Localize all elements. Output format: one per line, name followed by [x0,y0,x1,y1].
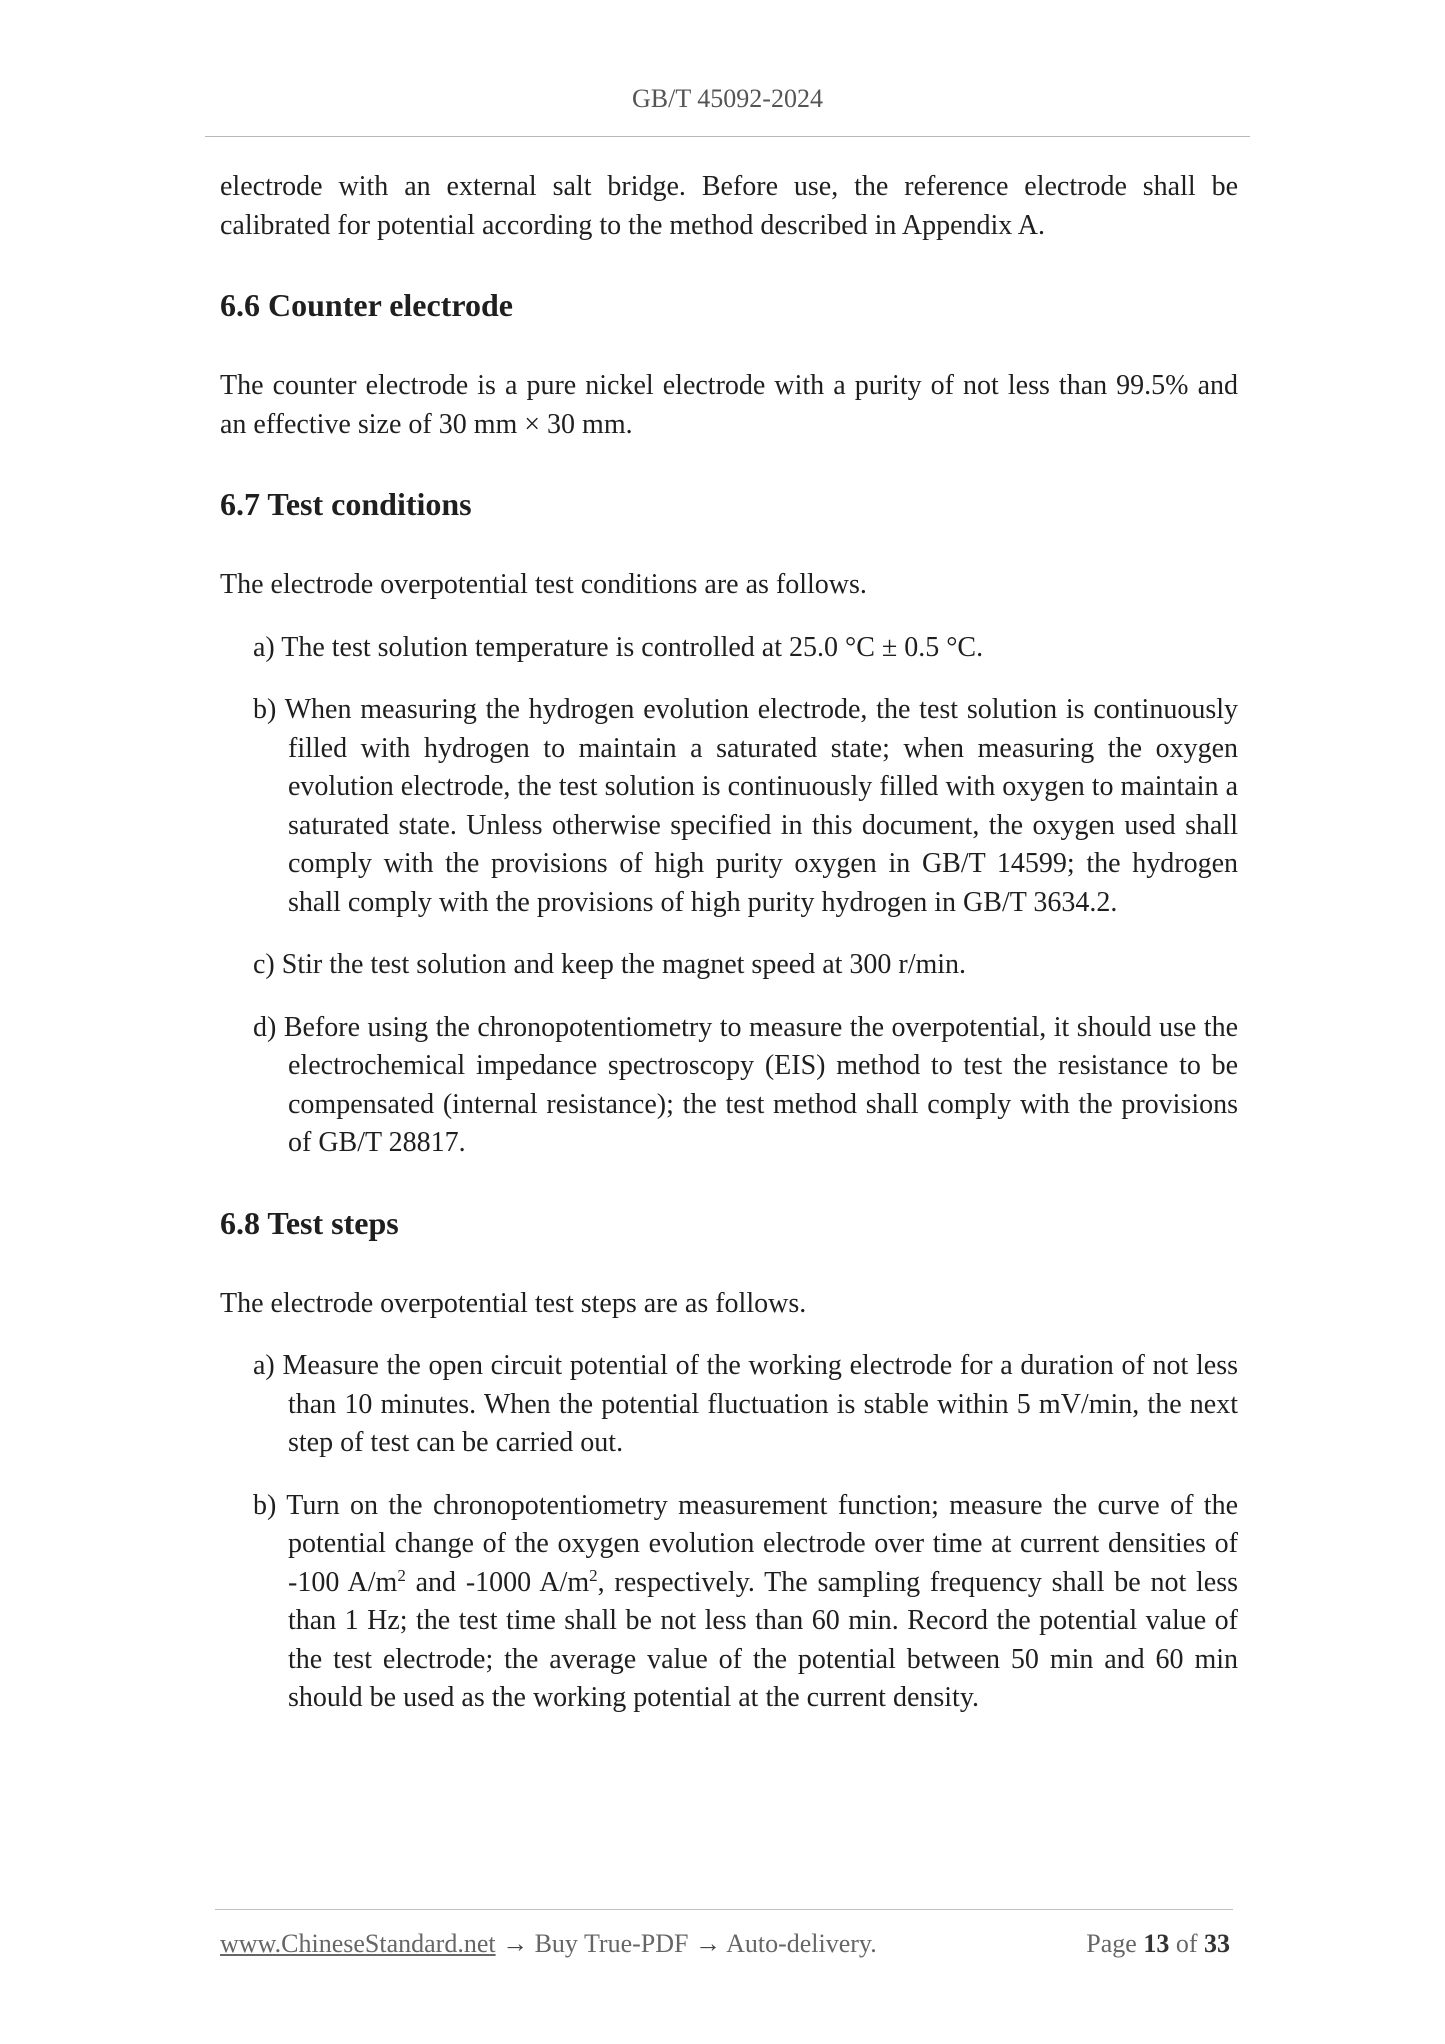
page-label: Page [1086,1929,1137,1958]
total-pages: 33 [1204,1929,1230,1958]
section-6-8-heading: 6.8 Test steps [220,1204,399,1241]
condition-item-c: c) Stir the test solution and keep the magnet speed at 300 r/min. [253,949,967,980]
page-footer [220,1929,1230,1959]
page-number [1086,1929,1230,1959]
step-item-a: a) Measure the open circuit potential of the working electrode for a duration of not less than 10 minutes. When the potential fluctuation is stable within 5 mV/min, the next step of test can be carried out. [253,1350,1238,1458]
footer-left [220,1929,877,1959]
step-item-b [220,1487,1238,1718]
superscript-squared: 2 [589,1565,598,1585]
section-6-8-lead: The electrode overpotential test steps are as follows. [220,1287,807,1319]
buy-true-pdf-text: Buy True-PDF [534,1929,689,1958]
section-6-6-paragraph: The counter electrode is a pure nickel electrode with a purity of not less than 99.5% and an effective size of 30 mm × 30 mm. [220,370,1238,440]
section-6-7-heading: 6.7 Test conditions [220,486,472,522]
page-content [220,168,1238,1718]
header-divider [205,136,1250,137]
auto-delivery-text: Auto-delivery. [726,1929,877,1958]
intro-paragraph: electrode with an external salt bridge. Before use, the reference electrode shall be calibrated for potential according to the method described in Appendix A. [220,171,1238,241]
step-b-text-1: b) Turn on the chronopotentiometry measurement function; measure the curve of the potential change of the oxygen evolution electrode over time at current densities of -100 A/m [253,1489,1238,1598]
step-b-text-3: , respectively. The sampling frequency shall be not less than 1 Hz; the test time shall be not less than 60 min. Record the potential value of the test electrode; the average value of the potential between 50 min and 60 min should be used as the working potential at the current density. [288,1566,1238,1713]
condition-item-b: b) When measuring the hydrogen evolution electrode, the test solution is continuously filled with hydrogen to maintain a saturated state; when measuring the oxygen evolution electrode, the test solution is continuously filled with oxygen to maintain a saturated state. Unless otherwise specified in this document, the oxygen used shall comply with the provisions of high purity oxygen in GB/T 14599; the hydrogen shall comply with the provisions of high purity hydrogen in GB/T 3634.2. [253,694,1238,918]
section-6-7-lead: The electrode overpotential test conditions are as follows. [220,569,867,600]
step-b-text-2: and -1000 A/m [405,1566,590,1598]
section-6-6-heading: 6.6 Counter electrode [220,287,513,323]
of-label: of [1175,1929,1198,1958]
document-id-header: GB/T 45092-2024 [632,84,823,113]
current-page: 13 [1143,1929,1170,1958]
arrow-right-icon: → [502,1929,529,1958]
superscript-squared: 2 [397,1565,406,1585]
chinesestandard-link[interactable]: www.ChineseStandard.net [220,1929,496,1958]
arrow-right-icon: → [695,1929,721,1958]
footer-divider [215,1909,1233,1910]
condition-item-d: d) Before using the chronopotentiometry to measure the overpotential, it should use the electrochemical impedance spectroscopy (EIS) method to test the resistance to be compensated (internal resistance); the test method shall comply with the provisions of GB/T 28817. [253,1011,1238,1158]
condition-item-a: a) The test solution temperature is controlled at 25.0 °C ± 0.5 °C. [253,631,984,663]
